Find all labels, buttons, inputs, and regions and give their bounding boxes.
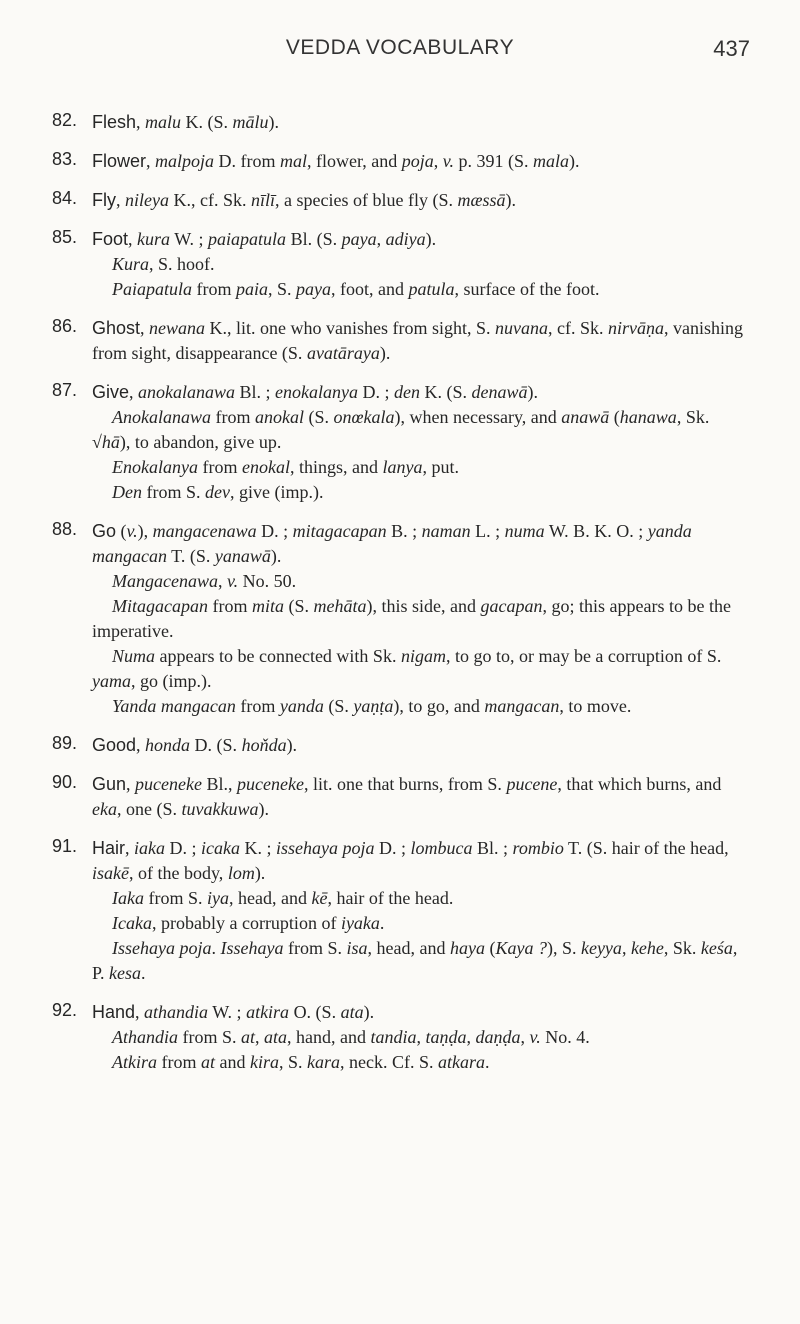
italic-term: enokalanya <box>275 382 358 402</box>
entry-definition <box>92 836 750 886</box>
plain-text: , to move. <box>559 696 632 716</box>
italic-term: naman <box>421 521 471 541</box>
plain-text: , S. <box>279 1052 308 1072</box>
italic-term: Paiapatula <box>112 279 192 299</box>
italic-term: kesa <box>109 963 141 983</box>
italic-term: gacapan <box>480 596 543 616</box>
plain-text: D. ; <box>374 838 411 858</box>
italic-term: mita <box>252 596 285 616</box>
plain-text: from <box>235 696 280 716</box>
headword: Foot <box>92 229 129 249</box>
headword: Fly <box>92 190 116 210</box>
plain-text: B. ; <box>386 521 422 541</box>
entry-note <box>92 594 750 644</box>
italic-term: mangacan <box>484 696 560 716</box>
italic-term: issehaya poja <box>276 838 375 858</box>
plain-text: , <box>376 229 386 249</box>
italic-term: mitagacapan <box>292 521 387 541</box>
plain-text: , probably a corruption of <box>151 913 341 933</box>
plain-text: ), S. <box>546 938 581 958</box>
entry-definition <box>92 380 750 405</box>
italic-term: atkara <box>438 1052 486 1072</box>
italic-term: √hā <box>92 432 120 452</box>
entry-number: 92. <box>52 1000 78 1020</box>
italic-term: nuvana <box>495 318 549 338</box>
plain-text: , <box>416 1027 426 1047</box>
plain-text: , foot, and <box>331 279 409 299</box>
plain-text: . <box>141 963 146 983</box>
italic-term: hanawa <box>619 407 677 427</box>
plain-text: ), when necessary, and <box>394 407 562 427</box>
plain-text: . <box>485 1052 490 1072</box>
plain-text: , <box>116 190 125 210</box>
italic-term: kē <box>311 888 328 908</box>
plain-text: appears to be connected with Sk. <box>155 646 401 666</box>
plain-text: , head, and <box>367 938 450 958</box>
italic-term: malpoja <box>155 151 215 171</box>
entry-note <box>92 936 750 986</box>
italic-term: v. <box>529 1027 541 1047</box>
plain-text: ). <box>363 1002 375 1022</box>
plain-text: W. ; <box>170 229 209 249</box>
plain-text: K. ; <box>240 838 276 858</box>
plain-text: ( <box>484 938 496 958</box>
italic-term: mal <box>280 151 308 171</box>
plain-text: Bl. (S. <box>286 229 342 249</box>
italic-term: numa <box>504 521 545 541</box>
entry-number: 84. <box>52 188 78 208</box>
plain-text: , <box>621 938 631 958</box>
italic-term: nirvāṇa <box>608 318 665 338</box>
plain-text: , hand, and <box>287 1027 371 1047</box>
vocabulary-entries <box>0 110 800 1089</box>
plain-text: , <box>433 151 443 171</box>
plain-text: ). <box>286 735 298 755</box>
plain-text: , P. <box>92 938 738 983</box>
vocabulary-entry <box>0 380 800 505</box>
entry-number: 89. <box>52 733 78 753</box>
italic-term: yaṇṭa <box>353 696 394 716</box>
headword: Gun <box>92 774 127 794</box>
plain-text: , Sk. <box>676 407 710 427</box>
plain-text: ). <box>268 112 280 132</box>
plain-text: Bl. ; <box>235 382 276 402</box>
entry-note <box>92 886 750 911</box>
italic-term: enokal <box>241 457 290 477</box>
plain-text: ). <box>505 190 516 210</box>
entry-number: 91. <box>52 836 78 856</box>
italic-term: keśa <box>700 938 733 958</box>
plain-text: (S. <box>304 407 334 427</box>
entry-definition <box>92 149 750 174</box>
italic-term: anokal <box>255 407 304 427</box>
italic-term: paya <box>341 229 377 249</box>
italic-term: tuvakkuwa <box>181 799 259 819</box>
italic-term: nileya <box>125 190 169 210</box>
plain-text: ). <box>379 343 391 363</box>
italic-term: lanya <box>382 457 423 477</box>
plain-text: , <box>135 1002 145 1022</box>
plain-text: , hair of the head. <box>327 888 454 908</box>
vocabulary-entry <box>0 836 800 986</box>
plain-text: , <box>128 229 138 249</box>
italic-term: keyya <box>580 938 622 958</box>
vocabulary-entry <box>0 316 800 366</box>
italic-term: kehe <box>630 938 664 958</box>
italic-term: paya <box>296 279 332 299</box>
plain-text: from S. <box>283 938 347 958</box>
plain-text: ). <box>254 863 266 883</box>
plain-text: , put. <box>422 457 459 477</box>
italic-term: at <box>201 1052 216 1072</box>
plain-text: (S. <box>284 596 314 616</box>
plain-text: , <box>136 735 146 755</box>
plain-text: from <box>197 457 242 477</box>
italic-term: yanda mangacan <box>92 521 692 566</box>
plain-text: K., cf. Sk. <box>168 190 251 210</box>
plain-text: p. 391 (S. <box>453 151 533 171</box>
plain-text: from <box>208 596 252 616</box>
italic-term: at <box>241 1027 256 1047</box>
italic-term: Athandia <box>112 1027 178 1047</box>
plain-text: , S. hoof. <box>149 254 215 274</box>
plain-text: D. ; <box>256 521 293 541</box>
plain-text: , <box>126 774 136 794</box>
plain-text: ( <box>116 521 127 541</box>
plain-text: (S. <box>323 696 354 716</box>
italic-term: Enokalanya <box>112 457 198 477</box>
vocabulary-entry <box>0 227 800 302</box>
plain-text: , <box>129 382 139 402</box>
plain-text: D. ; <box>165 838 202 858</box>
italic-term: honda <box>145 735 191 755</box>
italic-term: den <box>394 382 420 402</box>
plain-text: T. (S. <box>167 546 215 566</box>
plain-text: W. ; <box>208 1002 247 1022</box>
entry-definition <box>92 733 750 758</box>
vocabulary-entry <box>0 772 800 822</box>
plain-text: ). <box>527 382 539 402</box>
headword: Ghost <box>92 318 141 338</box>
italic-term: Yanda mangacan <box>112 696 236 716</box>
plain-text: . <box>379 913 385 933</box>
plain-text: , a species of blue fly (S. <box>275 190 458 210</box>
plain-text: , that which burns, and <box>557 774 722 794</box>
plain-text: , go (imp.). <box>131 671 212 691</box>
plain-text: , surface of the foot. <box>454 279 600 299</box>
italic-term: athandia <box>144 1002 209 1022</box>
plain-text: , flower, and <box>307 151 402 171</box>
italic-term: poja <box>401 151 434 171</box>
vocabulary-entry <box>0 1000 800 1075</box>
plain-text: D. ; <box>358 382 394 402</box>
plain-text: T. (S. hair of the head, <box>563 838 729 858</box>
italic-term: paiapatula <box>208 229 287 249</box>
plain-text: , give (imp.). <box>229 482 324 502</box>
plain-text: , <box>136 112 146 132</box>
italic-term: lom <box>227 863 255 883</box>
italic-term: mæssā <box>457 190 506 210</box>
plain-text: ), this side, and <box>366 596 481 616</box>
entry-number: 85. <box>52 227 78 247</box>
italic-term: isa <box>346 938 368 958</box>
italic-term: Kura <box>112 254 150 274</box>
plain-text: , <box>520 1027 530 1047</box>
entry-definition <box>92 519 750 569</box>
italic-term: yama <box>92 671 131 691</box>
plain-text: , <box>125 838 135 858</box>
entry-note <box>92 405 750 455</box>
entry-definition <box>92 110 750 135</box>
plain-text: , <box>255 1027 265 1047</box>
italic-term: atkira <box>246 1002 290 1022</box>
plain-text: ( <box>609 407 620 427</box>
italic-term: daṇḍa <box>475 1027 521 1047</box>
plain-text: K. (S. <box>420 382 472 402</box>
plain-text: , S. <box>268 279 297 299</box>
entry-note <box>92 569 750 594</box>
plain-text: , vanishing from sight, disappearance (S. <box>92 318 744 363</box>
entry-number: 83. <box>52 149 78 169</box>
italic-term: iyaka <box>340 913 380 933</box>
vocabulary-entry <box>0 733 800 758</box>
italic-term: kura <box>137 229 171 249</box>
italic-term: puceneke <box>135 774 202 794</box>
entry-definition <box>92 772 750 822</box>
plain-text: ), <box>137 521 153 541</box>
italic-term: nīlī <box>250 190 275 210</box>
italic-term: yanda <box>279 696 324 716</box>
italic-term: mālu <box>232 112 269 132</box>
vocabulary-entry <box>0 188 800 213</box>
entry-note <box>92 911 750 936</box>
headword: Hair <box>92 838 126 858</box>
italic-term: Mitagacapan <box>112 596 208 616</box>
italic-term: haya <box>449 938 485 958</box>
italic-term: hoňda <box>241 735 287 755</box>
italic-term: Anokalanawa <box>112 407 211 427</box>
italic-term: iya <box>206 888 229 908</box>
entry-note <box>92 694 750 719</box>
entry-number: 87. <box>52 380 78 400</box>
plain-text: K. (S. <box>181 112 233 132</box>
plain-text: from S. <box>143 888 207 908</box>
italic-term: Mangacenawa <box>112 571 218 591</box>
headword: Go <box>92 521 117 541</box>
italic-term: taṇḍa <box>425 1027 467 1047</box>
italic-term: ata <box>264 1027 288 1047</box>
italic-term: rombio <box>512 838 564 858</box>
italic-term: lombuca <box>410 838 473 858</box>
italic-term: mangacenawa <box>152 521 257 541</box>
plain-text: D. (S. <box>190 735 242 755</box>
plain-text: , <box>466 1027 476 1047</box>
plain-text: from S. <box>178 1027 241 1047</box>
italic-term: Issehaya poja <box>112 938 212 958</box>
plain-text: ). <box>568 151 580 171</box>
plain-text: ). <box>270 546 282 566</box>
plain-text: D. from <box>214 151 281 171</box>
italic-term: tandia <box>370 1027 417 1047</box>
entry-note <box>92 1025 750 1050</box>
italic-term: anokalanawa <box>138 382 236 402</box>
italic-term: kara <box>307 1052 341 1072</box>
italic-term: kira <box>250 1052 280 1072</box>
plain-text: , of the body, <box>128 863 228 883</box>
italic-term: Atkira <box>112 1052 157 1072</box>
entry-note <box>92 1050 750 1075</box>
plain-text: ), to go, and <box>393 696 485 716</box>
plain-text: , lit. one that burns, from S. <box>303 774 507 794</box>
entry-number: 82. <box>52 110 78 130</box>
plain-text: , <box>140 318 150 338</box>
plain-text: L. ; <box>470 521 505 541</box>
plain-text: , one (S. <box>116 799 182 819</box>
italic-term: ata <box>340 1002 364 1022</box>
italic-term: dev <box>205 482 230 502</box>
plain-text: O. (S. <box>289 1002 341 1022</box>
plain-text: from <box>157 1052 201 1072</box>
plain-text: , <box>217 571 227 591</box>
italic-term: anawā <box>561 407 610 427</box>
italic-term: patula <box>408 279 455 299</box>
italic-term: v. <box>126 521 138 541</box>
running-title: VEDDA VOCABULARY <box>285 36 515 59</box>
plain-text: , to go to, or may be a corruption of S. <box>445 646 722 666</box>
plain-text: , neck. Cf. S. <box>340 1052 439 1072</box>
vocabulary-entry <box>0 149 800 174</box>
italic-term: isakē <box>92 863 129 883</box>
entry-definition <box>92 1000 750 1025</box>
plain-text: and <box>215 1052 251 1072</box>
italic-term: mehāta <box>313 596 367 616</box>
entry-number: 86. <box>52 316 78 336</box>
page-number: 437 <box>713 36 750 61</box>
italic-term: newana <box>149 318 206 338</box>
plain-text: Bl., <box>201 774 237 794</box>
entry-number: 90. <box>52 772 78 792</box>
italic-term: pucene <box>506 774 558 794</box>
plain-text: , go; this appears to be the imperative. <box>92 596 731 641</box>
plain-text: , <box>146 151 156 171</box>
entry-note <box>92 480 750 505</box>
italic-term: puceneke <box>237 774 304 794</box>
plain-text: , Sk. <box>663 938 701 958</box>
entry-note <box>92 455 750 480</box>
italic-term: adiya <box>385 229 426 249</box>
headword: Flower <box>92 151 147 171</box>
headword: Flesh <box>92 112 137 132</box>
italic-term: eka <box>92 799 117 819</box>
plain-text: No. 4. <box>540 1027 590 1047</box>
italic-term: v. <box>442 151 454 171</box>
italic-term: v. <box>226 571 239 591</box>
italic-term: yanawā <box>214 546 271 566</box>
plain-text: , cf. Sk. <box>548 318 609 338</box>
plain-text: W. B. K. O. ; <box>544 521 648 541</box>
plain-text: No. 50. <box>238 571 297 591</box>
plain-text: ). <box>425 229 437 249</box>
entry-definition <box>92 316 750 366</box>
italic-term: Kaya ? <box>495 938 547 958</box>
italic-term: Den <box>112 482 142 502</box>
entry-note <box>92 644 750 694</box>
plain-text: from <box>192 279 236 299</box>
vocabulary-entry <box>0 519 800 719</box>
italic-term: denawā <box>471 382 528 402</box>
headword: Give <box>92 382 130 402</box>
plain-text: , things, and <box>289 457 383 477</box>
plain-text: from <box>211 407 255 427</box>
italic-term: Numa <box>112 646 156 666</box>
entry-definition <box>92 227 750 252</box>
plain-text: Bl. ; <box>472 838 513 858</box>
entry-note <box>92 252 750 277</box>
plain-text: ), to abandon, give up. <box>119 432 282 452</box>
entry-number: 88. <box>52 519 78 539</box>
italic-term: paia <box>236 279 269 299</box>
plain-text: K., lit. one who vanishes from sight, S. <box>205 318 496 338</box>
italic-term: onœkala <box>333 407 395 427</box>
italic-term: avatāraya <box>306 343 380 363</box>
italic-term: Icaka <box>112 913 152 933</box>
headword: Hand <box>92 1002 136 1022</box>
italic-term: nigam <box>400 646 446 666</box>
italic-term: mala <box>532 151 569 171</box>
italic-term: malu <box>145 112 182 132</box>
italic-term: icaka <box>201 838 240 858</box>
plain-text: . <box>211 938 221 958</box>
plain-text: from S. <box>142 482 205 502</box>
italic-term: iaka <box>134 838 166 858</box>
vocabulary-entry <box>0 110 800 135</box>
plain-text: ). <box>258 799 269 819</box>
italic-term: Issehaya <box>220 938 284 958</box>
page-header <box>0 36 800 70</box>
headword: Good <box>92 735 137 755</box>
italic-term: Iaka <box>112 888 144 908</box>
entry-definition <box>92 188 750 213</box>
entry-note <box>92 277 750 302</box>
plain-text: , head, and <box>228 888 312 908</box>
